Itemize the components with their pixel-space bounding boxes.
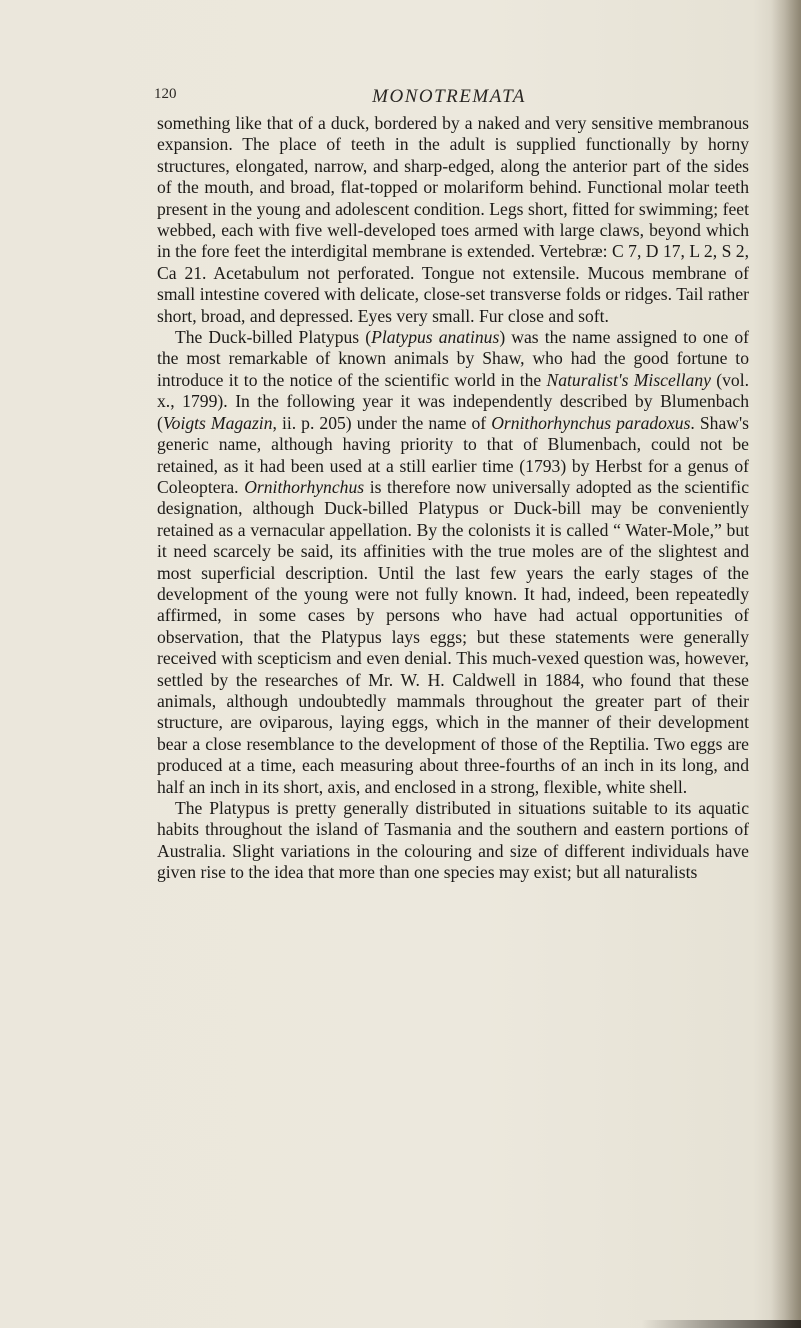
italic-text: Ornithorhynchus	[244, 476, 365, 497]
italic-text: Platypus anatinus	[371, 327, 500, 348]
text-run: The Duck-billed Platypus (	[175, 327, 372, 348]
text-run: ) was the name assigned to one of the most remarkable of known animals by Shaw, who had the good fortune to introduce it to the notice of the scientific world in the	[157, 327, 750, 390]
paragraph	[157, 798, 749, 884]
page-number: 120	[154, 86, 177, 102]
running-head: MONOTREMATA	[372, 86, 526, 107]
paragraph	[157, 327, 749, 798]
text-run: , ii. p. 205) under the name of	[272, 412, 492, 433]
text-run: (vol. x., 1799). In the following year it was independently described by Blumenbach (	[157, 369, 750, 433]
page-edge-shadow	[771, 0, 801, 1328]
italic-text: Ornithorhynchus paradoxus	[491, 412, 691, 433]
page-corner-shadow	[641, 1320, 801, 1328]
text-run: something like that of a duck, bordered by a naked and very sensitive membranous expansion. The place of teeth in the adult is supplied functionally by horny structures, elongated, narrow, and sharp-edged, along the anterior part of the sides of the mouth, and broad, flat-topped or molariform behind. Functional molar teeth present in the young and adolescent condition. Legs short, fitted for swimming; feet webbed, each with five well-developed toes armed with large claws, beyond which in the fore feet the interdigital membrane is extended. Vertebræ: C 7, D 17, L 2, S 2, Ca 21. Acetabulum not perforated. Tongue not extensile. Mucous membrane of small intestine covered with delicate, close-set transverse folds or ridges. Tail rather short, broad, and depressed. Eyes very small. Fur close and soft.	[157, 113, 749, 326]
paragraph	[157, 113, 749, 327]
italic-text: Naturalist's Miscellany	[546, 369, 711, 390]
page-header	[154, 86, 744, 116]
body-text	[157, 113, 749, 884]
italic-text: Voigts Magazin	[162, 412, 273, 433]
text-run: The Platypus is pretty generally distributed in situations suitable to its aquatic habits throughout the island of Tasmania and the southern and eastern portions of Australia. Slight variations in the colouring and size of different individuals have given rise to the idea that more than one species may exist; but all naturalists	[157, 798, 749, 883]
text-run: is therefore now universally adopted as the scientific designation, although Duck-billed Platypus or Duck-bill may be conveniently retained as a vernacular appellation. By the colonists it is called “ Water-Mole,” but it need scarcely be said, its affinities with the true moles are of the slightest and most superficial description. Until the last few years the early stages of the development of the young were not fully known. It had, indeed, been repeatedly affirmed, in some cases by persons who have had actual opportunities of observation, that the Platypus lays eggs; but these statements were generally received with scepticism and even denial. This much-vexed question was, however, settled by the researches of Mr. W. H. Caldwell in 1884, who found that these animals, although undoubtedly mammals throughout the greater part of their structure, are oviparous, laying eggs, which in the manner of their development bear a close resemblance to the development of those of the Reptilia. Two eggs are produced at a time, each measuring about three-fourths of an inch in its long, and half an inch in its short, axis, and enclosed in a strong, flexible, white shell.	[157, 476, 749, 797]
text-run: . Shaw's generic name, although having priority to that of Blumenbach, could not be retained, as it had been used at a still earlier time (1793) by Herbst for a genus of Coleoptera.	[157, 412, 749, 497]
